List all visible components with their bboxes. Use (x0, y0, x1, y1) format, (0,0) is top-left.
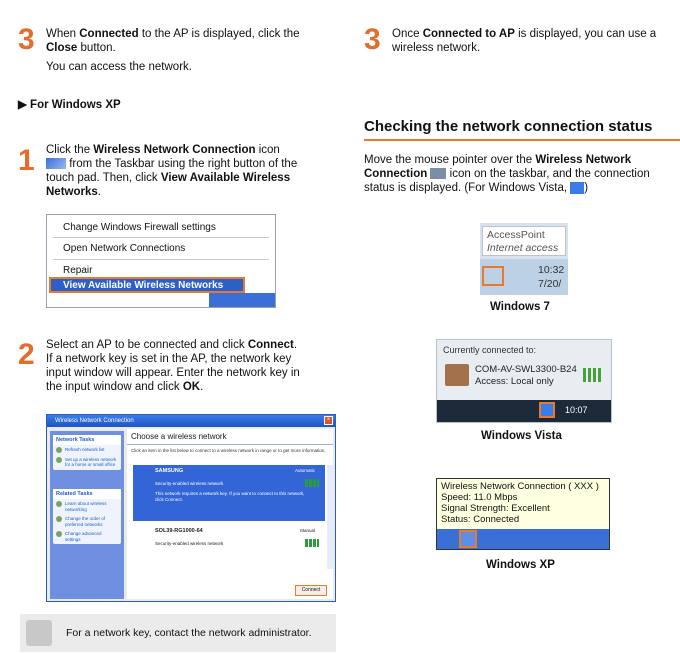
step-3-note: You can access the network. (46, 61, 192, 73)
note-text: For a network key, contact the network administrator. (66, 627, 312, 639)
pencil-note-icon (26, 620, 52, 646)
tooltip-access: Internet access (487, 242, 559, 254)
taskbar (437, 400, 611, 422)
menu-item-open-connections[interactable]: Open Network Connections (63, 243, 186, 254)
taskbar-tray (209, 293, 275, 307)
network-info: COM-AV-SWL3300-B24 Access: Local only (475, 364, 577, 387)
windows-xp-heading: ▶ For Windows XP (18, 99, 121, 111)
connect-button[interactable]: Connect (295, 585, 327, 596)
signal-bars-icon (430, 168, 446, 179)
note-box (20, 614, 336, 652)
menu-item-firewall[interactable]: Change Windows Firewall settings (63, 222, 216, 233)
related-tasks-heading: Related Tasks (53, 489, 121, 499)
caption-windows-vista: Windows Vista (481, 430, 562, 442)
context-menu (46, 214, 276, 308)
menu-separator (53, 237, 269, 238)
status-text: Wireless Network Connection ( XXX ) Speed: 11.0 Mbps Signal Strength: Excellent Status: Connected (441, 481, 599, 525)
clock: 10:07 (565, 405, 588, 415)
section-divider (364, 139, 680, 141)
task-pane (50, 431, 124, 599)
step-number: 3 (18, 23, 35, 56)
windows7-screenshot (480, 223, 568, 295)
step-3-right-text: Once Connected to AP is displayed, you can use a wireless network. (392, 28, 657, 54)
wireless-network-window (46, 414, 336, 602)
wireless-network-icon[interactable] (459, 530, 477, 548)
taskbar (437, 529, 609, 549)
menu-item-repair[interactable]: Repair (63, 265, 93, 276)
menu-item-view-available-networks[interactable]: View Available Wireless Networks (49, 277, 245, 293)
taskbar (480, 259, 568, 295)
connected-header: Currently connected to: (443, 345, 537, 355)
wireless-network-icon (46, 158, 66, 169)
network-tasks-panel (53, 435, 121, 470)
signal-icon (305, 479, 319, 487)
caption-windows7: Windows 7 (490, 301, 550, 313)
network-list-pane (127, 429, 333, 599)
step-3-text: When Connected to the AP is displayed, click the Close button. (46, 28, 300, 54)
change-order-link[interactable]: Change the order of preferred networks (53, 514, 121, 529)
close-icon[interactable]: × (324, 416, 333, 425)
vista-network-icon (570, 182, 584, 194)
network-tooltip (482, 226, 566, 256)
tooltip-network-name: AccessPoint (487, 229, 545, 241)
network-item-sol39[interactable]: SOL39-RG1000-64 Manual Security-enabled wireless network (133, 525, 325, 555)
signal-bars-icon (583, 368, 601, 382)
step-number: 1 (18, 144, 35, 177)
network-item-samsung[interactable]: SAMSUNG Automatic Security-enabled wireless network This network requires a network key. If you want to connect to this network, click Connect. (133, 465, 325, 521)
scrollbar[interactable] (327, 465, 333, 569)
signal-icon (305, 539, 319, 547)
network-tasks-heading: Network Tasks (53, 435, 121, 445)
section-title: Checking the network connection status (364, 118, 653, 135)
learn-link[interactable]: Learn about wireless networking (53, 499, 121, 514)
step-number: 2 (18, 338, 35, 371)
related-tasks-panel (53, 489, 121, 544)
choose-network-heading: Choose a wireless network (127, 429, 333, 445)
setup-network-link[interactable]: Set up a wireless network for a home or small office (53, 455, 121, 470)
step-number: 3 (364, 23, 381, 56)
advanced-settings-link[interactable]: Change advanced settings (53, 529, 121, 544)
caption-windows-xp: Windows XP (486, 559, 555, 571)
vista-screenshot (436, 339, 612, 423)
network-icon[interactable] (539, 402, 555, 418)
bench-icon (445, 364, 469, 386)
clock: 10:32 7/20/ (538, 264, 565, 290)
refresh-link[interactable]: Refresh network list (53, 445, 121, 455)
wireless-signal-icon[interactable] (482, 266, 504, 286)
menu-separator (53, 259, 269, 260)
section-text: Move the mouse pointer over the Wireless Network Connection icon on the taskbar, and the connection status is displayed. (For Windows Vista, ) (364, 154, 650, 194)
step-1-text: Click the Wireless Network Connection icon from the Taskbar using the right button of the touch pad. Then, click View Available Wireless Networks. (46, 144, 298, 198)
instruction-text: Click an item in the list below to connect to a wireless network in range or to get more information. (131, 448, 326, 453)
step-2-text: Select an AP to be connected and click Connect. If a network key is set in the AP, the network key input window will appear. Enter the network key in the input window and click OK. (46, 339, 300, 393)
xp-status-tooltip (436, 478, 610, 550)
window-title: Wireless Network Connection (47, 415, 335, 427)
